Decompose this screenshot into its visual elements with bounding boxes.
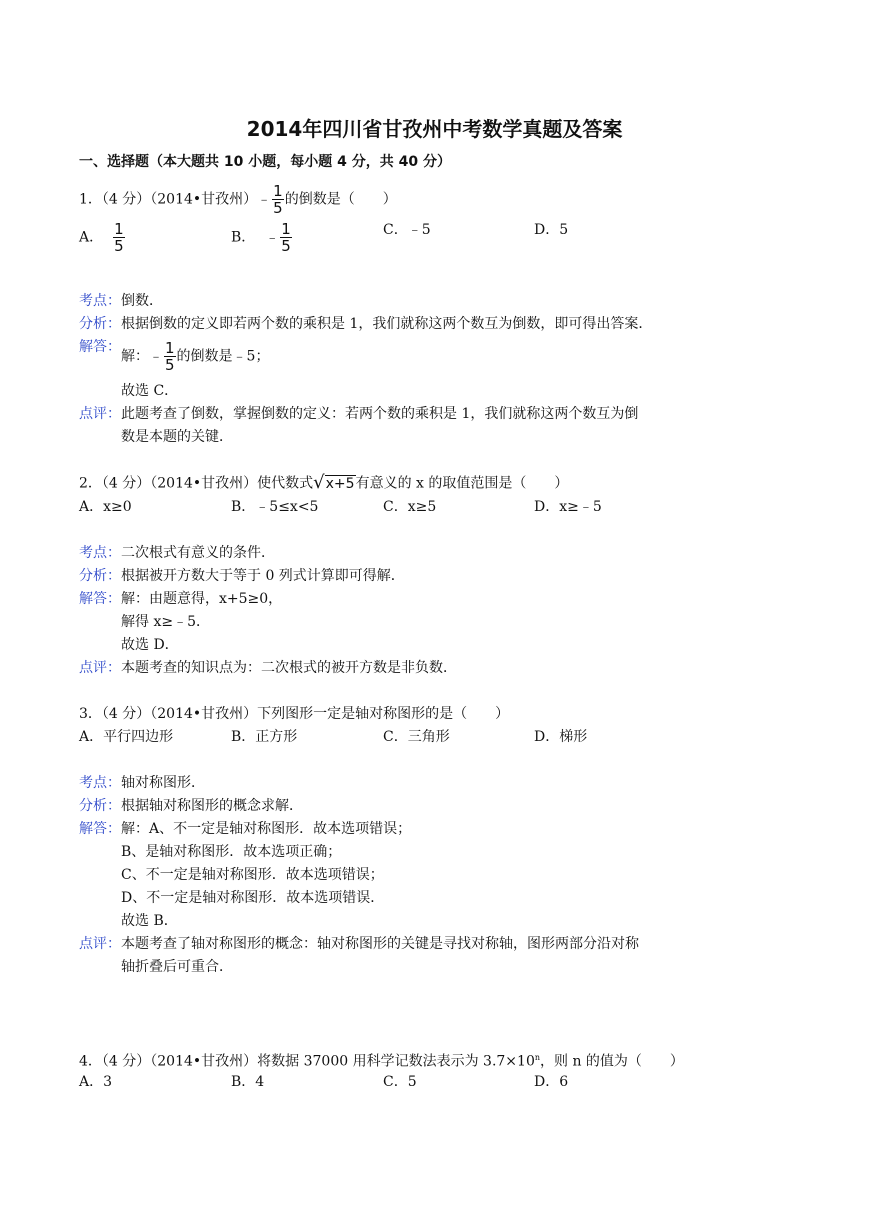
q1-jieda-line-1: 解：﹣ $\frac{1}{5}$ 的倒数是﹣5； [121,339,270,374]
q3-jieda-line-4: D、不一定是轴对称图形．故本选项错误． [121,890,385,906]
q2-jieda: 解答：解：由题意得，x+5≥0， [79,591,283,607]
q2-option-a: A．x≥0 [79,499,132,515]
q4-option-c: C．5 [383,1074,417,1090]
q3-option-a: A．平行四边形 [79,729,174,745]
q3-dianping-line-2: 轴折叠后可重合． [121,959,233,975]
square-root: √x+5 [313,472,355,493]
q2-option-c: C．x≥5 [383,499,437,515]
q3-jieda-line-2: B、是轴对称图形．故本选项正确； [121,844,342,860]
q1-option-c: C．﹣5 [383,222,431,238]
q2-option-b: B．﹣5≤x<5 [231,499,319,515]
q2-kaodian: 考点：二次根式有意义的条件． [79,545,275,561]
q1-kaodian: 考点：倒数． [79,293,163,309]
q3-option-c: C．三角形 [383,729,450,745]
fraction: $\frac{1}{5}$ [165,339,175,374]
q1-option-d: D．5 [534,222,569,238]
fraction: $\frac{1}{5}$ [273,182,283,217]
section-heading: 一、选择题（本大题共 10 小题，每小题 4 分，共 40 分） [79,154,451,170]
q1-jieda-line-2: 故选 C． [121,383,179,399]
q1-option-a: A． $\frac{1}{5}$ [79,220,124,255]
q2-dianping: 点评：本题考查的知识点为：二次根式的被开方数是非负数． [79,660,457,676]
question-1-stem: 1．（4 分）（2014•甘孜州）﹣ $\frac{1}{5}$ 的倒数是（ ） [79,182,397,217]
q1-dianping: 点评：此题考查了倒数，掌握倒数的定义：若两个数的乘积是 1，我们就称这两个数互为倒 [79,406,639,422]
q3-kaodian: 考点：轴对称图形． [79,775,205,791]
fraction: $\frac{1}{5}$ [281,220,291,255]
q2-jieda-line-3: 故选 D． [121,637,179,653]
question-2-stem: 2．（4 分）（2014•甘孜州）使代数式√x+5有意义的 x 的取值范围是（ ） [79,472,569,493]
question-4-stem: 4．（4 分）（2014•甘孜州）将数据 37000 用科学记数法表示为 $3.7\times 10^n$，则 n 的值为（ ） [79,1053,684,1070]
q4-option-d: D．6 [534,1074,569,1090]
page-title: 2014年四川省甘孜州中考数学真题及答案 [246,117,623,141]
q2-option-d: D．x≥﹣5 [534,499,602,515]
q3-jieda-line-3: C、不一定是轴对称图形．故本选项错误； [121,867,384,883]
q3-option-b: B．正方形 [231,729,298,745]
q3-dianping: 点评：本题考查了轴对称图形的概念：轴对称图形的关键是寻找对称轴，图形两部分沿对称 [79,936,639,952]
q3-fenxi: 分析：根据轴对称图形的概念求解． [79,798,303,814]
q3-jieda-line-5: 故选 B． [121,913,178,929]
q4-option-b: B．4 [231,1074,265,1090]
question-3-stem: 3．（4 分）（2014•甘孜州）下列图形一定是轴对称图形的是（ ） [79,706,510,722]
q4-option-a: A．3 [79,1074,113,1090]
q2-jieda-line-2: 解得 x≥﹣5． [121,614,210,630]
q1-dianping-line-2: 数是本题的关键． [121,429,233,445]
q1-fenxi: 分析：根据倒数的定义即若两个数的乘积是 1，我们就称这两个数互为倒数，即可得出答案． [79,316,653,332]
q3-jieda: 解答：解：A、不一定是轴对称图形．故本选项错误； [79,821,412,837]
q3-option-d: D．梯形 [534,729,588,745]
q1-jieda-label: 解答： [79,339,121,355]
fraction: $\frac{1}{5}$ [114,220,124,255]
q1-option-b: B． ﹣ $\frac{1}{5}$ [231,220,291,255]
q2-fenxi: 分析：根据被开方数大于等于 0 列式计算即可得解． [79,568,405,584]
